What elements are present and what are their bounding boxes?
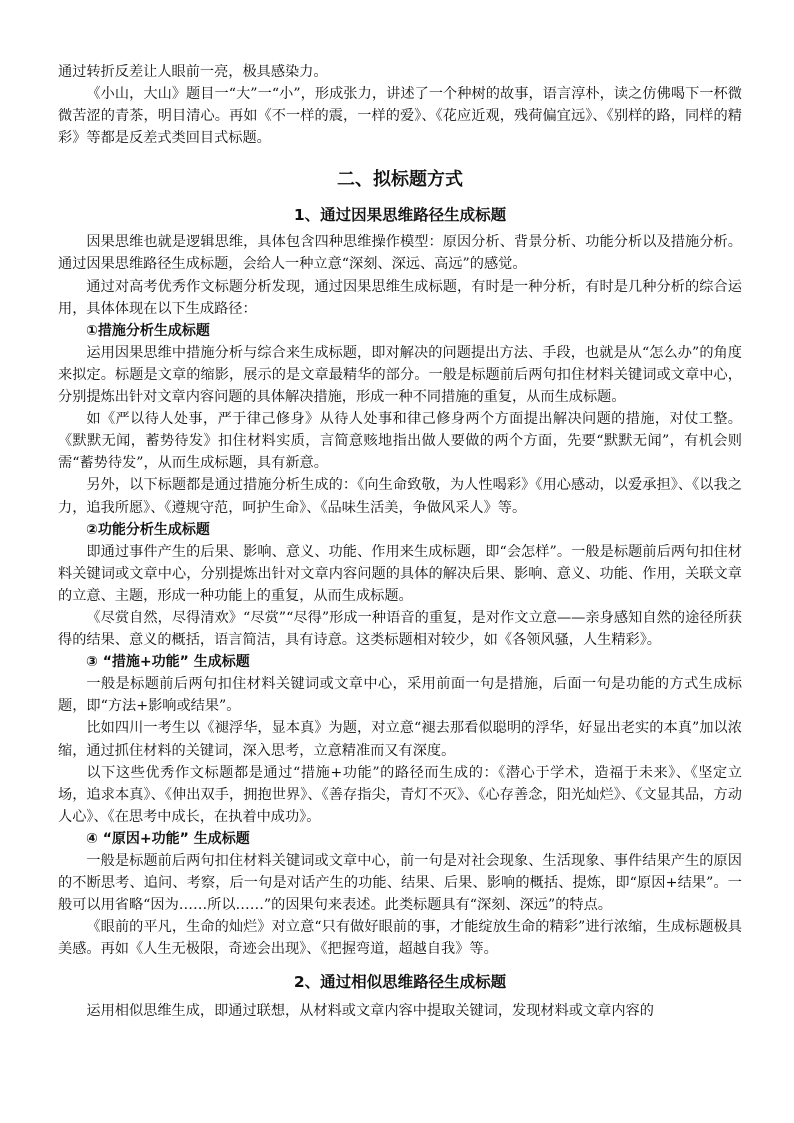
sub-heading: ③ “措施+功能” 生成标题 xyxy=(86,654,250,671)
subsection-heading: 1、通过因果思维路径生成标题 xyxy=(293,206,507,225)
paragraph: 即通过事件产生的后果、影响、意义、功能、作用来生成标题，即“会怎样”。一般是标题前后两句扣住材料关键词或文章中心，分别提炼出针对文章内容问题的具体的解决后果、影响、意义、功能、作用，关联文章的立意、主题，形成一种功能上的重复，从而生成标题。 xyxy=(58,543,742,604)
paragraph: 另外，以下标题都是通过措施分析生成的：《向生命致敬，为人性喝彩》《用心感动，以爱承担》、《以我之力，追我所愿》、《遵规守范，呵护生命》、《品味生活美，争做风采人》等。 xyxy=(58,477,742,516)
paragraph: 一般是标题前后两句扣住材料关键词或文章中心，采用前面一句是措施，后面一句是功能的方式生成标题，即“方法+影响或结果”。 xyxy=(58,676,742,715)
paragraph: 《小山，大山》题目一“大”一“小”，形成张力，讲述了一个种树的故事，语言淳朴，读之仿佛喝下一杯微微苦涩的青茶，明目清心。再如《不一样的震，一样的爱》、《花应近观，残荷偏宜远》、《别样的路，同样的精彩》等都是反差式类回目式标题。 xyxy=(58,86,742,147)
paragraph: 比如四川一考生以《褪浮华，显本真》为题，对立意“褪去那看似聪明的浮华，好显出老实的本真”加以浓缩，通过抓住材料的关键词，深入思考，立意精准而又有深度。 xyxy=(58,720,742,759)
paragraph: 一般是标题前后两句扣住材料关键词或文章中心，前一句是对社会现象、生活现象、事件结果产生的原因的不断思考、追问、考察，后一句是对话产生的功能、结果、后果、影响的概括、提炼，即“原因+结果”。一般可以用省略“因为……所以……”的因果句来表述。此类标题具有“深刻、深远”的特点。 xyxy=(58,853,742,914)
paragraph: 《眼前的平凡，生命的灿烂》对立意“只有做好眼前的事，才能绽放生命的精彩”进行浓缩，生成标题极具美感。再如《人生无极限，奇迹会出现》、《把握弯道，超越自我》等。 xyxy=(58,919,742,958)
section-heading: 二、拟标题方式 xyxy=(337,169,463,191)
document-page xyxy=(58,61,742,1023)
paragraph: 运用相似思维生成，即通过联想，从材料或文章内容中提取关键词，发现材料或文章内容的 xyxy=(86,1003,654,1020)
paragraph: 如《严以待人处事，严于律己修身》从待人处事和律己修身两个方面提出解决问题的措施，对仗工整。《默默无闻，蓄势待发》扣住材料实质，言简意赅地指出做人要做的两个方面，先要“默默无闻”，有机会则需“蓄势待发”，从而生成标题，具有新意。 xyxy=(58,411,742,472)
paragraph: 因果思维也就是逻辑思维，具体包含四种思维操作模型：原因分析、背景分析、功能分析以及措施分析。通过因果思维路径生成标题，会给人一种立意“深刻、深远、高远”的感觉。 xyxy=(58,234,742,273)
sub-heading: ①措施分析生成标题 xyxy=(86,322,210,339)
paragraph: 《尽赏自然，尽得清欢》“尽赏”“尽得”形成一种语音的重复，是对作文立意——亲身感知自然的途径所获得的结果、意义的概括，语言简洁，具有诗意。这类标题相对较少，如《各领风骚，人生精彩》。 xyxy=(58,609,742,649)
paragraph: 运用因果思维中措施分析与综合来生成标题，即对解决的问题提出方法、手段，也就是从“怎么办”的角度来拟定。标题是文章的缩影，展示的是文章最精华的部分。一般是标题前后两句扣住材料关键词或文章中心，分别提炼出针对文章内容问题的具体解决措施，形成一种不同措施的重复，从而生成标题。 xyxy=(58,344,742,406)
subsection-heading: 2、通过相似思维路径生成标题 xyxy=(293,973,507,992)
sub-heading: ④ “原因+功能” 生成标题 xyxy=(86,830,250,847)
paragraph: 通过对高考优秀作文标题分析发现，通过因果思维生成标题，有时是一种分析，有时是几种分析的综合运用，具体体现在以下生成路径： xyxy=(58,278,742,317)
paragraph: 通过转折反差让人眼前一亮，极具感染力。 xyxy=(58,64,328,80)
paragraph: 以下这些优秀作文标题都是通过“措施+功能”的路径而生成的：《潜心于学术，造福于未来》、《坚定立场，追求本真》、《伸出双手，拥抱世界》、《善存指尖，青灯不灭》、《心存善念，阳光灿烂》、《文显其品，方动人心》、《在思考中成长，在执着中成功》。 xyxy=(58,764,742,825)
sub-heading: ②功能分析生成标题 xyxy=(86,521,210,538)
